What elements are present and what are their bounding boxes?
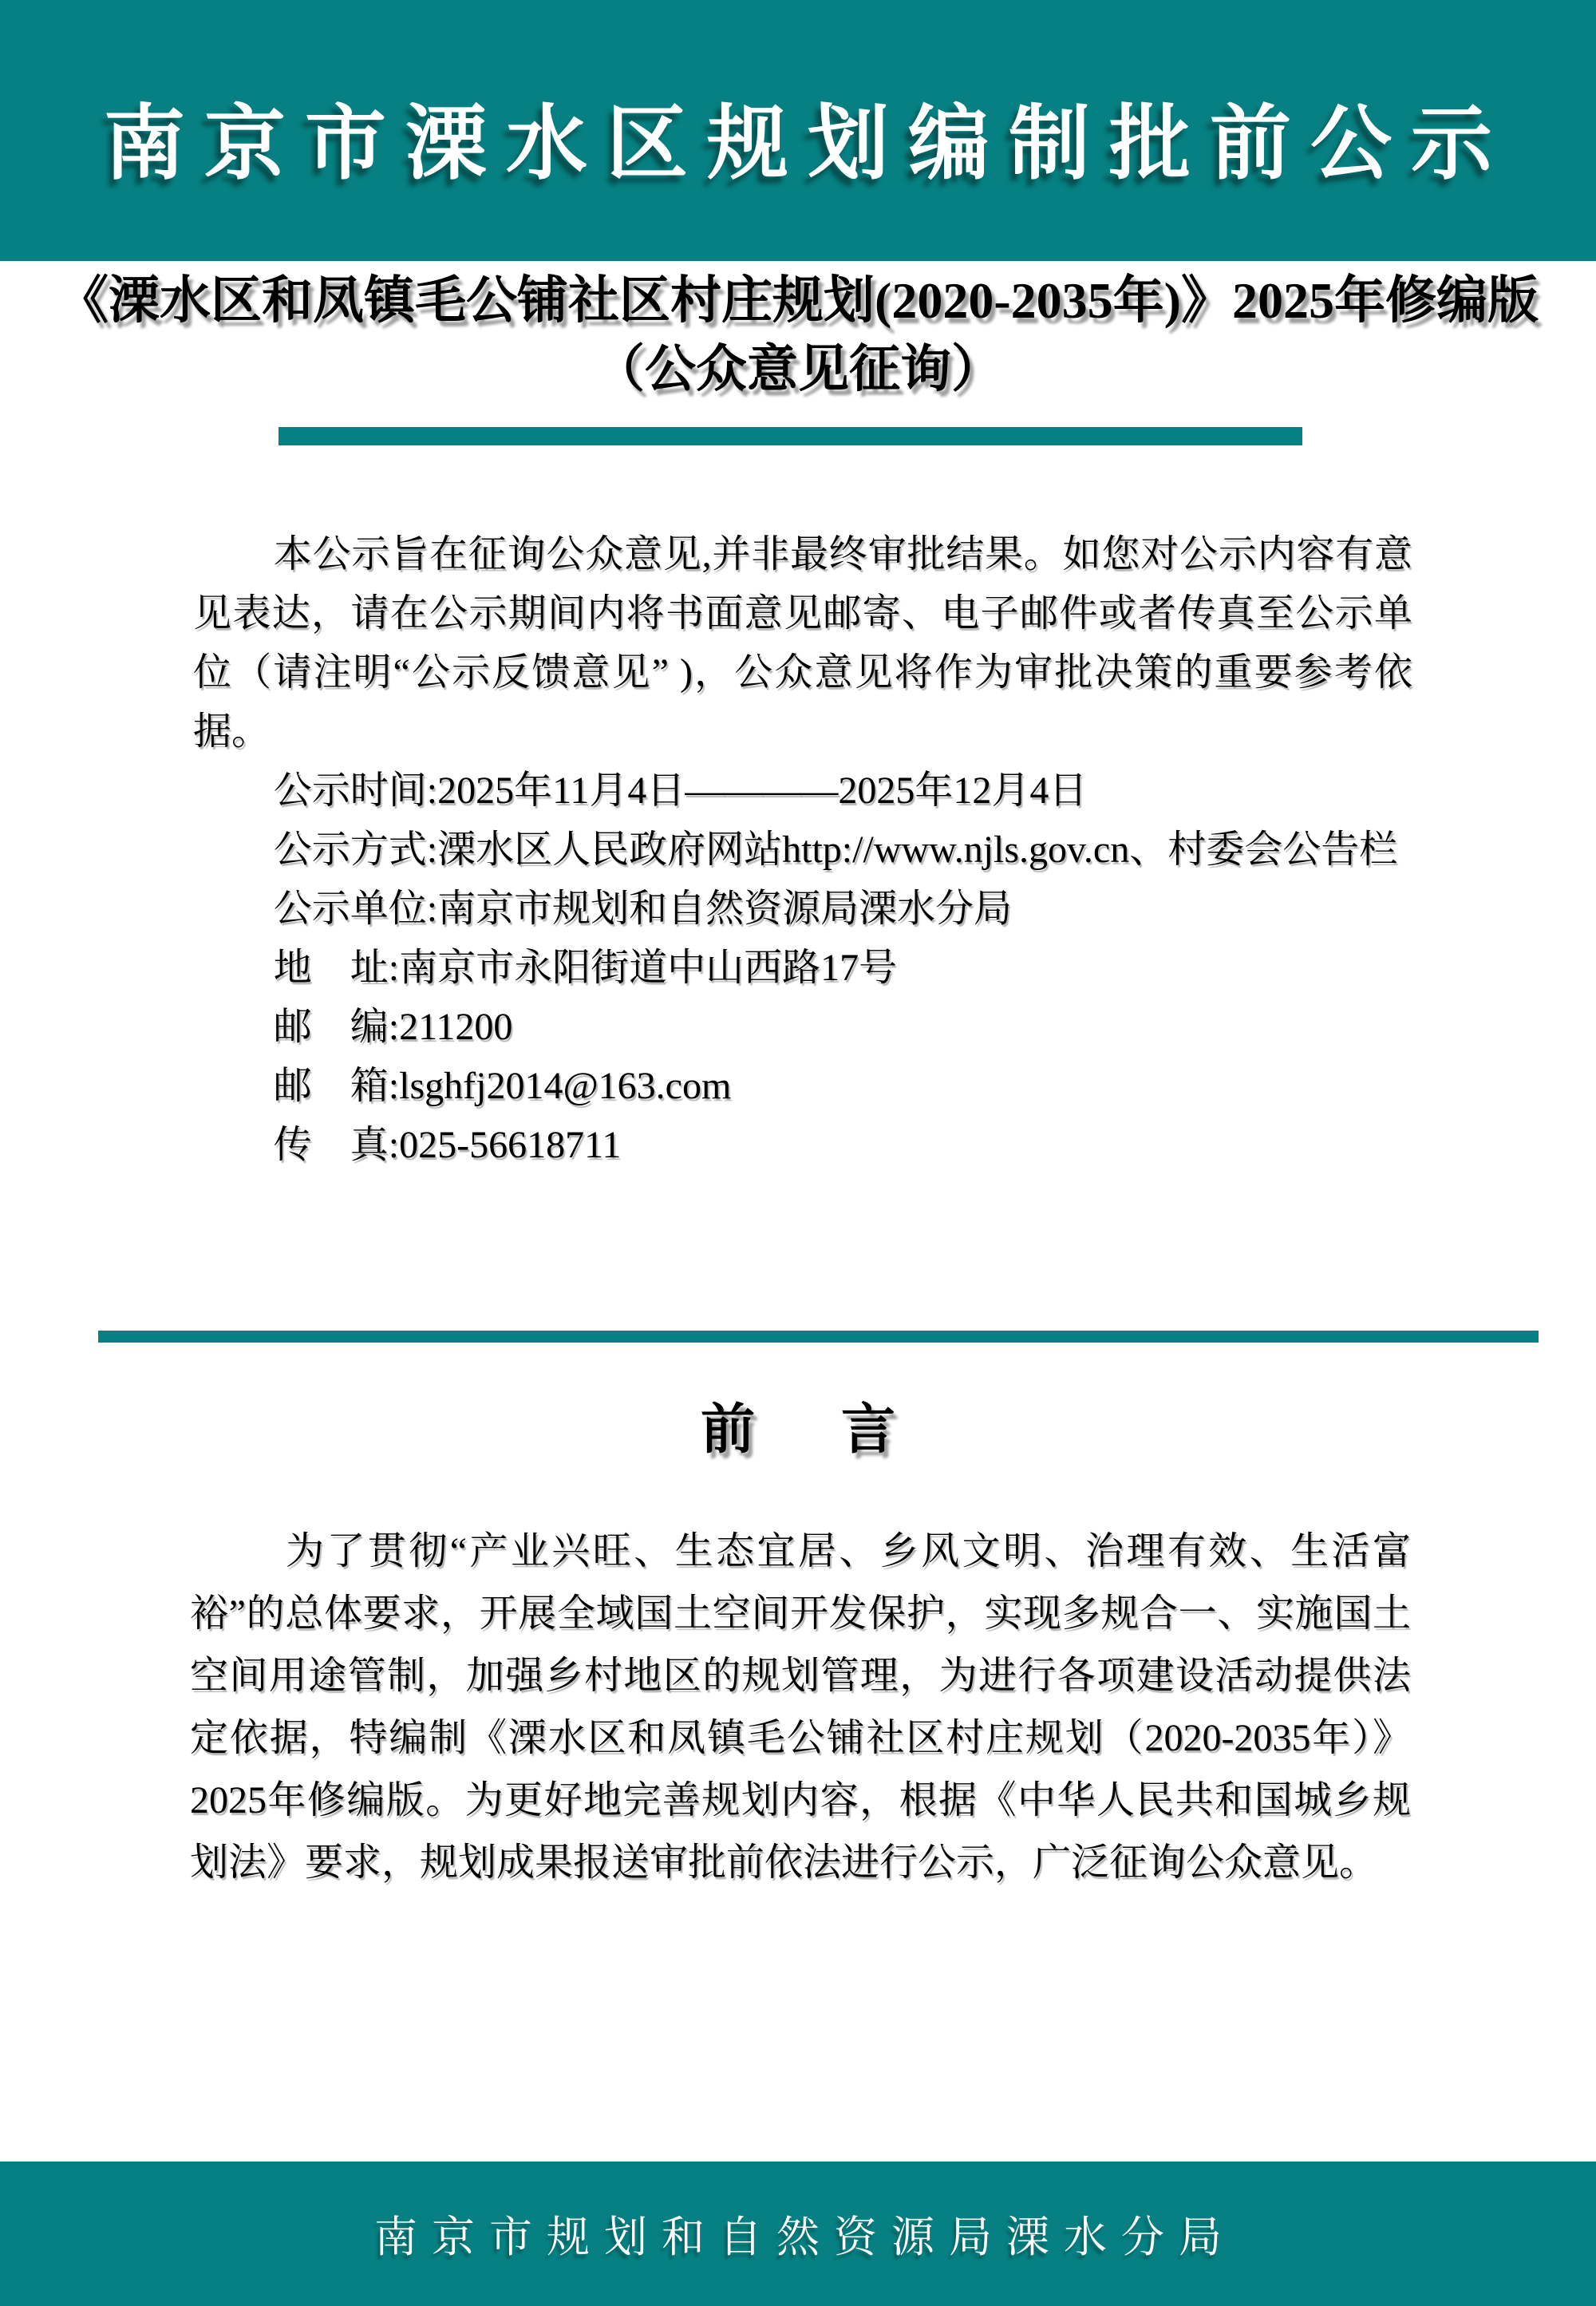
footer-agency-name: 南京市规划和自然资源局溧水分局 [374, 2213, 1236, 2261]
document-title-line2: （公众意见征询） [594, 341, 1002, 398]
notice-time-line: 公示时间:2025年11月4日————2025年12月4日 [273, 769, 1088, 812]
notice-postcode-line: 邮 编:211200 [273, 1006, 513, 1048]
notice-intro-paragraph: 本公示旨在征询公众意见,并非最终审批结果。如您对公示内容有意见表达，请在公示期间内将书面意见邮寄、电子邮件或者传真至公示单位（请注明“公示反馈意见” )，公众意见将作为审批决策的重要参考依据。 [193, 533, 1412, 753]
preface-heading-text: 前 言 [700, 1399, 911, 1460]
notice-fax-line: 传 真:025-56618711 [273, 1124, 622, 1166]
footer-banner [0, 2162, 1596, 2306]
notice-email-line: 邮 箱:lsghfj2014@163.com [273, 1065, 732, 1107]
notice-method-line: 公示方式:溧水区人民政府网站http://www.njls.gov.cn、村委会公告栏 [273, 829, 1398, 871]
notice-address-line: 地 址:南京市永阳街道中山西路17号 [273, 947, 898, 989]
title-divider-bar [279, 427, 1302, 445]
document-title-line1: 《溧水区和凤镇毛公铺社区村庄规划(2020-2035年)》2025年修编版 [57, 272, 1539, 329]
preface-heading [0, 1393, 1596, 1466]
notice-body [193, 525, 1412, 1175]
preface-paragraph: 为了贯彻“产业兴旺、生态宜居、乡风文明、治理有效、生活富裕”的总体要求，开展全域国土空间开发保护，实现多规合一、实施国土空间用途管制，加强乡村地区的规划管理，为进行各项建设活动提供法定依据，特编制《溧水区和凤镇毛公铺社区村庄规划（2020-2035年）》2025年修编版。为更好地完善规划内容，根据《中华人民共和国城乡规划法》要求，规划成果报送审批前依法进行公示，广泛征询公众意见。 [190, 1530, 1411, 1884]
banner-title: 南京市溧水区规划编制批前公示 [104, 99, 1511, 190]
section-divider-bar [98, 1331, 1539, 1343]
preface-body [190, 1521, 1411, 1894]
document-title [0, 267, 1596, 404]
top-banner [0, 0, 1596, 261]
notice-unit-line: 公示单位:南京市规划和自然资源局溧水分局 [273, 888, 1013, 930]
